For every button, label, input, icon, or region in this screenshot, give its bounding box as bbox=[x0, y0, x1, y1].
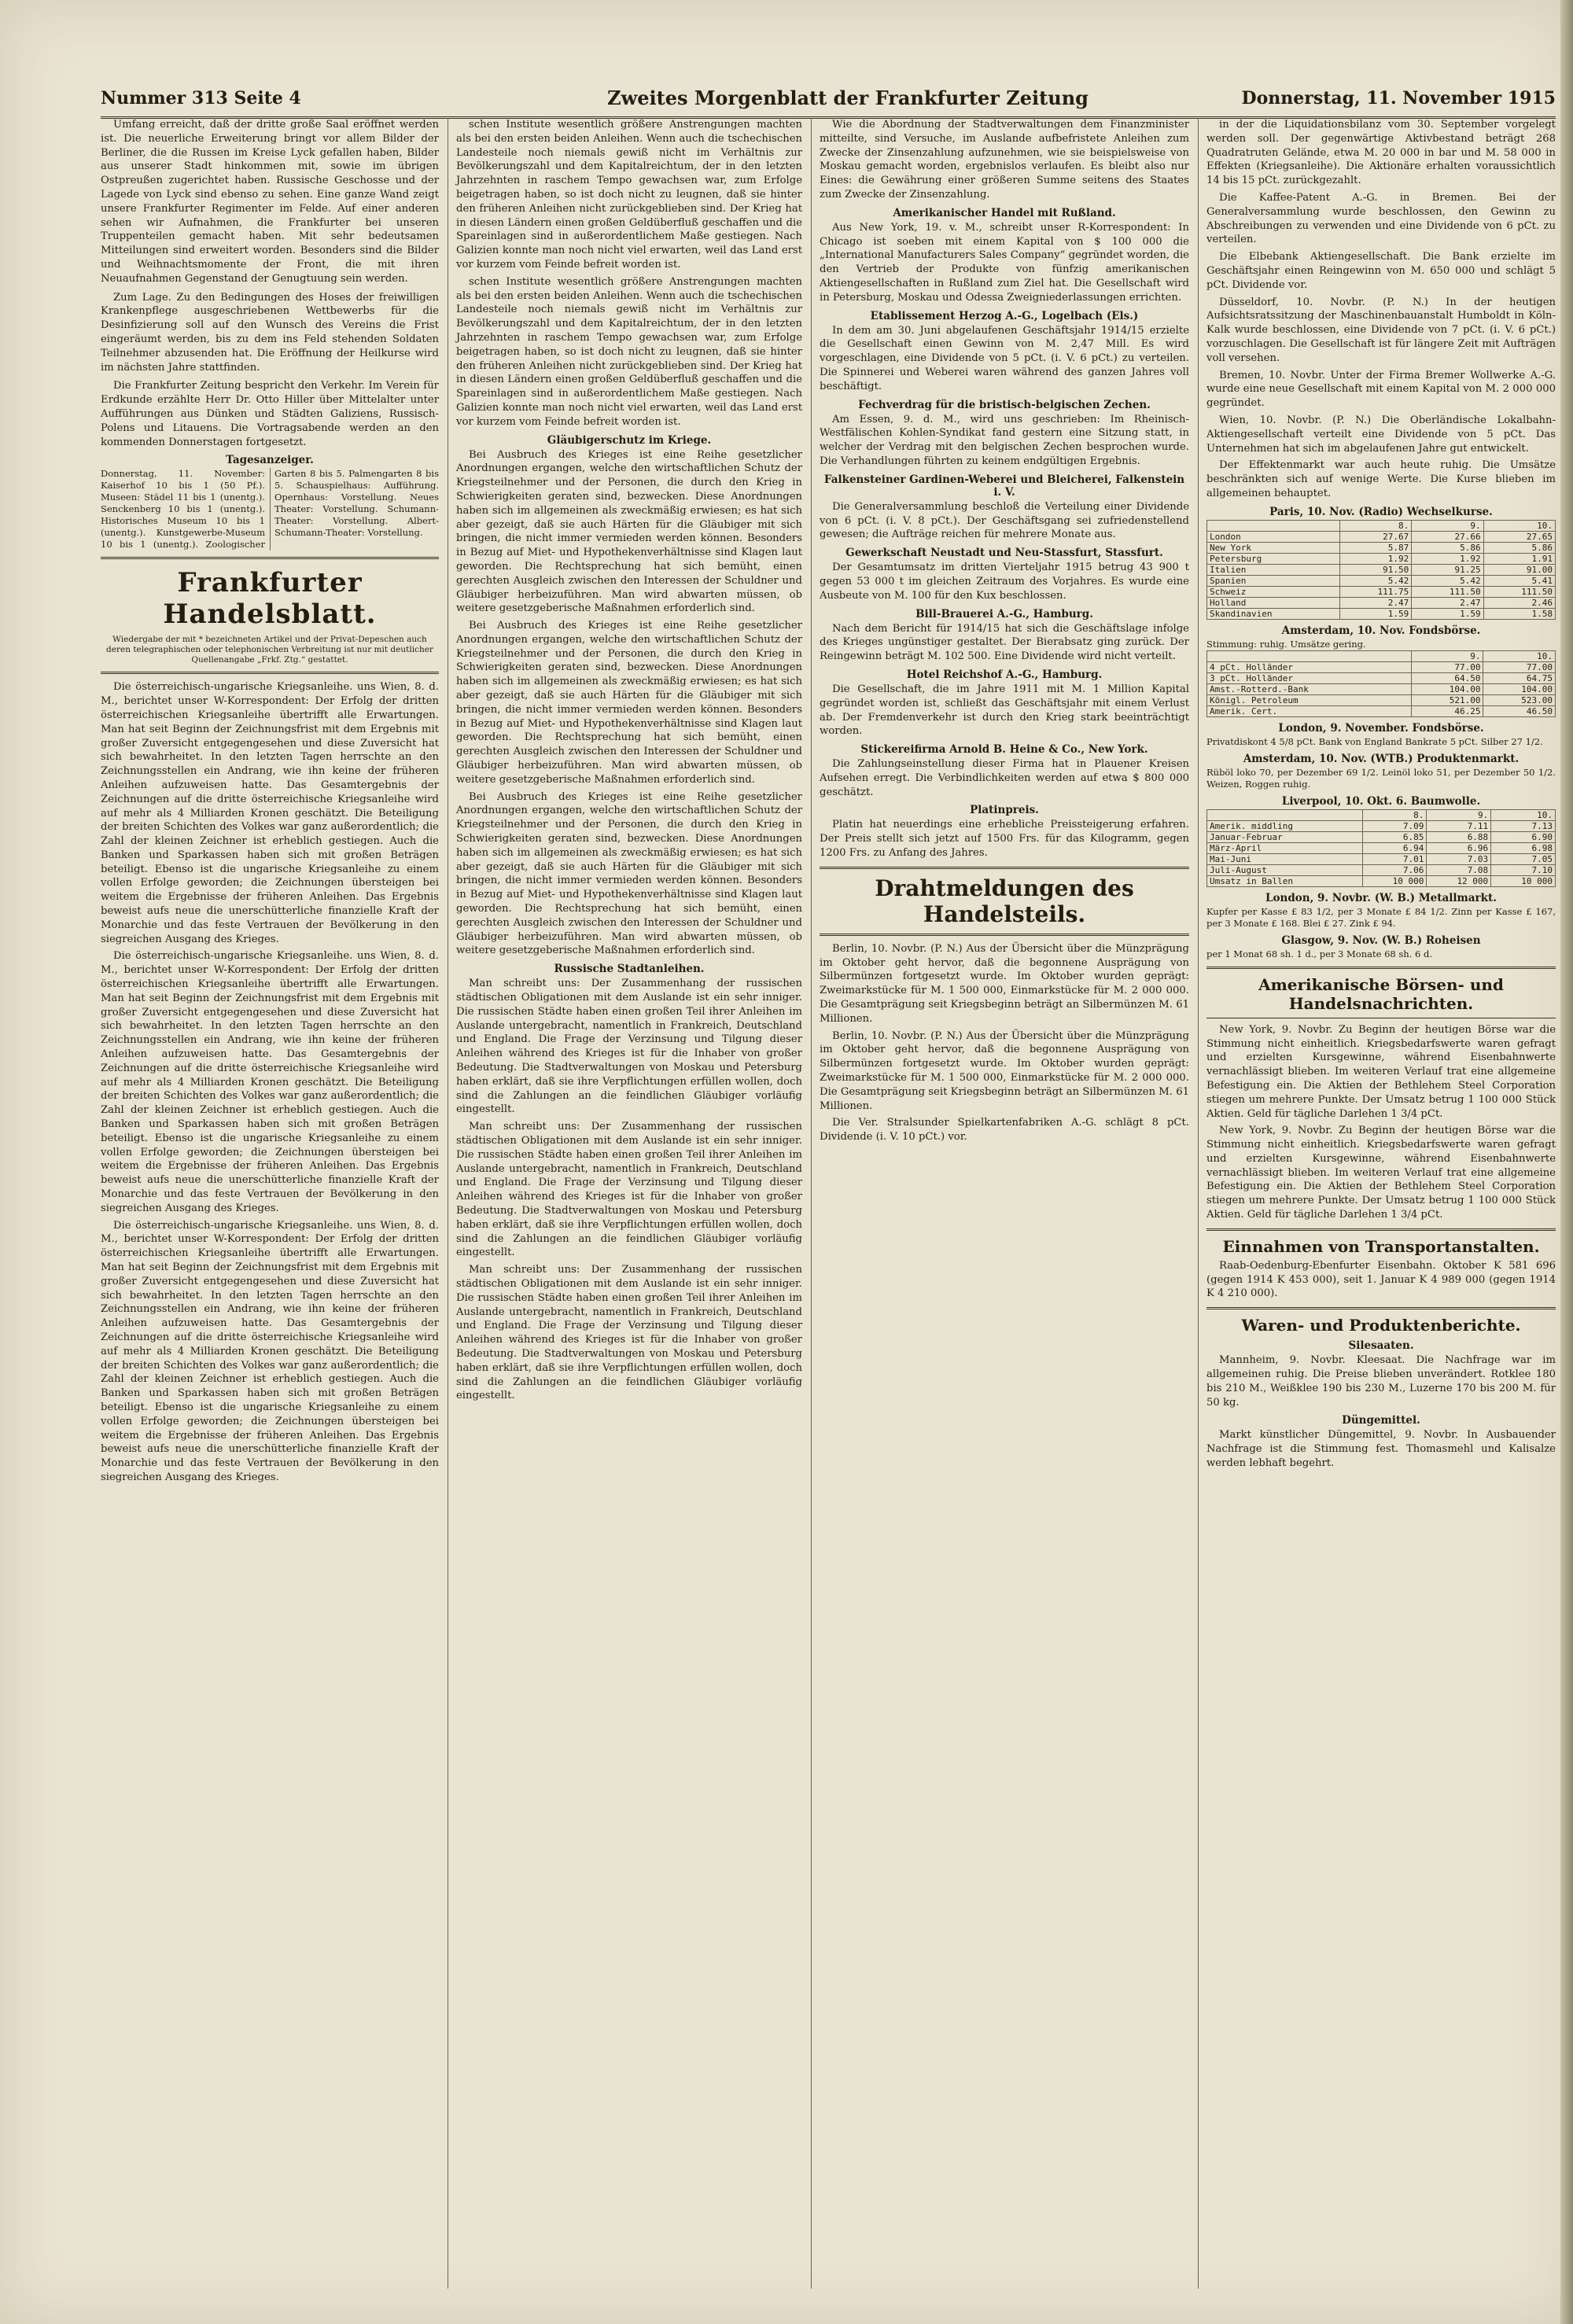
table-cell: 6.88 bbox=[1427, 831, 1491, 842]
table-cell: Königl. Petroleum bbox=[1207, 694, 1412, 705]
article-etab: In dem am 30. Juni abgelaufenen Geschäftsjahr 1914/15 erzielte die Gesellschaft einen Gewinn von M. 2,47 Mill. Es wird vorgeschlagen, eine Dividende von 5 pCt. (i. V. 6 pCt.) zu verteilen. Die Spinnerei und Weberei waren während des ganzen Jahres voll beschäftigt. bbox=[820, 324, 1189, 392]
article-handel: Aus New York, 19. v. M., schreibt unser R-Korrespondent: In Chicago ist soeben mit einem Kapital von $ 100 000 die „International Manufacturers Sales Company“ gegründet worden, die den Vertrieb der Produkte von fünfzig amerikanischen Aktiengesellschaften in Rußland zum Ziel hat. Die Gesellschaft wird in Petersburg, Moskau und Odessa Zweigniederlassungen errichten. bbox=[820, 221, 1189, 304]
article-transport: Raab-Oedenburg-Ebenfurter Eisenbahn. Oktober K 581 696 (gegen 1914 K 453 000), seit 1. Januar K 4 989 000 (gegen 1914 K 4 210 000). bbox=[1206, 1259, 1556, 1300]
table-cell: 27.65 bbox=[1483, 531, 1555, 542]
article-falken: Die Generalversammlung beschloß die Verteilung einer Dividende von 6 pCt. (i. V. 8 pCt.). Der Geschäftsgang sei zufriedenstellend gewesen; die Aufträge reichen für mehrere Monate aus. bbox=[820, 500, 1189, 541]
table-cell: 7.13 bbox=[1491, 820, 1556, 831]
table-row bbox=[1207, 608, 1556, 619]
russland-title: Russische Stadtanleihen. bbox=[554, 963, 705, 976]
issue-number: Nummer 313 Seite 4 bbox=[101, 88, 301, 109]
table-cell: 2.47 bbox=[1339, 597, 1411, 608]
handelsblatt-note: Wiedergabe der mit * bezeichneten Artikel und der Privat-Depeschen auch deren telegraphischen oder telephonischen Verbreitung ist nur mit deutlicher Quellenangabe „Frkf. Ztg.“ gestattet. bbox=[106, 635, 433, 665]
table-cell: Mai-Juni bbox=[1207, 853, 1363, 864]
table-cell: 1.59 bbox=[1339, 608, 1411, 619]
table-row bbox=[1207, 542, 1556, 553]
london-text: Privatdiskont 4 5/8 pCt. Bank von England Bankrate 5 pCt. Silber 27 1/2. bbox=[1206, 735, 1543, 747]
column-1 bbox=[101, 118, 439, 1485]
table-cell: 1.92 bbox=[1412, 553, 1483, 564]
table-cell bbox=[1207, 809, 1363, 820]
table-cell: London bbox=[1207, 531, 1340, 542]
table-cell: März-April bbox=[1207, 842, 1363, 853]
table-cell: 5.42 bbox=[1339, 575, 1411, 586]
article-events: Die Frankfurter Zeitung bespricht den Verkehr. Im Verein für Erdkunde erzählte Herr Dr. Otto Hiller über Mittelalter unter Aufführungen aus Dünken und Städten Galiziens, Russisch-Polens und Litauens. Die Vortragsabende werden an den kommenden Donnerstagen fortgesetzt. bbox=[101, 380, 439, 448]
table-header-row bbox=[1207, 650, 1556, 661]
page-header bbox=[101, 85, 1556, 119]
table-cell: 111.75 bbox=[1339, 586, 1411, 597]
table-cell: 91.50 bbox=[1339, 564, 1411, 575]
article-lage: Zum Lage. Zu den Bedingungen des Hoses der freiwilligen Krankenpflege ausgeschriebenen Wettbewerbs für die Desinfizierung soll auf den Wunsch des Vereins die Frist eingeräumt werden, bis zu dem ins Feld stehenden Soldaten Teilnehmer abzusenden hat. Die Eröffnung der Heilkurse wird im nächsten Jahre stattfinden. bbox=[101, 291, 439, 374]
table-cell: 5.86 bbox=[1412, 542, 1483, 553]
table-cell: 27.67 bbox=[1339, 531, 1411, 542]
table-cell: 77.00 bbox=[1483, 661, 1556, 672]
table-row bbox=[1207, 553, 1556, 564]
events-title: Tagesanzeiger. bbox=[226, 454, 314, 467]
article-bremen: Bremen, 10. Novbr. Unter der Firma Bremer Wollwerke A.-G. wurde eine neue Gesellschaft mit einem Kapital von M. 2 000 000 gegründet. bbox=[1206, 369, 1556, 410]
etab-title: Etablissement Herzog A.-G., Logelbach (Els.) bbox=[870, 309, 1139, 322]
table-cell: 6.96 bbox=[1427, 842, 1491, 853]
table-row bbox=[1207, 820, 1556, 831]
table-cell: 10 000 bbox=[1491, 875, 1556, 886]
table-cell: 521.00 bbox=[1412, 694, 1483, 705]
table-cell: 3 pCt. Holländer bbox=[1207, 672, 1412, 683]
article-berlin: Berlin, 10. Novbr. (P. N.) Aus der Übersicht über die Münzprägung im Oktober geht hervor, daß die begonnene Ausprägung von Silbermünzen fortgesetzt wurde. Im Oktober wurden geprägt: Zweimarkstücke für M. 1 500 000, Einmarkstücke für M. 2 000 000. Die Gesamtprägung seit Kriegsbeginn beträgt an Silbermünzen M. 61 Millionen. bbox=[820, 942, 1189, 1025]
table-cell: 10. bbox=[1483, 650, 1556, 661]
table-row bbox=[1207, 831, 1556, 842]
table-cell: 10. bbox=[1483, 520, 1555, 531]
waren-title: Waren- und Produktenberichte. bbox=[1241, 1316, 1521, 1335]
newspaper-title: Zweites Morgenblatt der Frankfurter Zeitung bbox=[607, 87, 1089, 109]
table-cell: 7.09 bbox=[1362, 820, 1427, 831]
london2-title: London, 9. Novbr. (W. B.) Metallmarkt. bbox=[1265, 891, 1497, 904]
table-cell: 91.00 bbox=[1483, 564, 1555, 575]
table-cell: 7.01 bbox=[1362, 853, 1427, 864]
table-cell: 10 000 bbox=[1362, 875, 1427, 886]
table-cell: 9. bbox=[1427, 809, 1491, 820]
table-row bbox=[1207, 694, 1556, 705]
table-cell: 104.00 bbox=[1412, 683, 1483, 694]
separator bbox=[101, 557, 439, 559]
table-cell: 7.03 bbox=[1427, 853, 1491, 864]
article-kaffee: Die Kaffee-Patent A.-G. in Bremen. Bei der Generalversammlung wurde beschlossen, den Gewinn zu Abschreibungen zu verwenden und eine Dividende von 6 pCt. zu verteilen. bbox=[1206, 191, 1556, 246]
table-row bbox=[1207, 683, 1556, 694]
table-cell: Spanien bbox=[1207, 575, 1340, 586]
table-cell: Umsatz in Ballen bbox=[1207, 875, 1363, 886]
separator bbox=[101, 672, 439, 674]
paris-table bbox=[1206, 520, 1556, 620]
liverpool-table bbox=[1206, 809, 1556, 887]
article-gewerk: Der Gesamtumsatz im dritten Vierteljahr 1915 betrug 43 900 t gegen 53 000 t im gleichen Zeitraum des Vorjahres. Es wurde eine Ausbeute von M. 100 für den Kux beschlossen. bbox=[820, 562, 1189, 602]
article-amerik: New York, 9. Novbr. Zu Beginn der heutigen Börse war die Stimmung nicht einheitlich. Kriegsbedarfswerte waren gefragt und erzielten Kursgewinne, während Eisenbahnwerte vernachlässigt blieben. Im weiteren Verlauf trat eine allgemeine Befestigung ein. Die Aktien der Bethlehem Steel Corporation stiegen um mehrere Punkte. Der Umsatz betrug 1 100 000 Stück Aktien. Geld für tägliche Darlehen 1 3/4 pCt. bbox=[1206, 1023, 1556, 1120]
article-glaeubiger-repeat: Bei Ausbruch des Krieges ist eine Reihe gesetzlicher Anordnungen ergangen, welche den wirtschaftlichen Schutz der Kriegsteilnehmer und der Personen, die durch den Krieg in Schwierigkeiten geraten sind, bezwecken. Diese Anordnungen haben sich im allgemeinen als zweckmäßig erwiesen; es hat sich aber gezeigt, daß sie auch Härten für die Gläubiger mit sich bringen, die nicht immer vermieden werden können. Besonders in Bezug auf Miet- und Hypothekenverhältnisse sind Klagen laut geworden. Die Rechtsprechung hat sich bemüht, einen gerechten Ausgleich zwischen den Interessen der Schuldner und Gläubiger herbeizuführen. Man wird abwarten müssen, ob weitere gesetzgeberische Maßnahmen erforderlich sind. bbox=[456, 620, 802, 786]
column-divider bbox=[811, 118, 812, 2289]
table-cell: 111.50 bbox=[1412, 586, 1483, 597]
article-duesseldorf: Düsseldorf, 10. Novbr. (P. N.) In der heutigen Aufsichtsratssitzung der Maschinenbauanstalt Humboldt in Köln-Kalk wurde beschlossen, eine Dividende von 7 pCt. (i. V. 6 pCt.) vorzuschlagen. Die Gesellschaft ist für längere Zeit mit Aufträgen voll versehen. bbox=[1206, 296, 1556, 364]
article-platin: Platin hat neuerdings eine erhebliche Preissteigerung erfahren. Der Preis stellt sich jetzt auf 1500 Frs. für das Kilogramm, gegen 1200 Frs. zu Anfang des Jahres. bbox=[820, 819, 1189, 860]
table-cell: Juli-August bbox=[1207, 864, 1363, 875]
platin-title: Platinpreis. bbox=[970, 804, 1039, 817]
table-cell: 5.86 bbox=[1483, 542, 1555, 553]
column-2 bbox=[456, 118, 802, 1403]
table-cell: 104.00 bbox=[1483, 683, 1556, 694]
table-row bbox=[1207, 586, 1556, 597]
table-row bbox=[1207, 575, 1556, 586]
table-cell: 2.46 bbox=[1483, 597, 1555, 608]
waren-subtitle: Silesaaten. bbox=[1348, 1339, 1414, 1353]
column-3 bbox=[820, 118, 1189, 1144]
table-cell: 7.08 bbox=[1427, 864, 1491, 875]
liverpool-title: Liverpool, 10. Okt. 6. Baumwolle. bbox=[1281, 794, 1481, 808]
table-row bbox=[1207, 672, 1556, 683]
table-cell: 64.75 bbox=[1483, 672, 1556, 683]
table-cell: 46.50 bbox=[1483, 705, 1556, 716]
london-title: London, 9. November. Fondsbörse. bbox=[1278, 721, 1484, 735]
hotel-title: Hotel Reichshof A.-G., Hamburg. bbox=[906, 668, 1103, 681]
table-row bbox=[1207, 864, 1556, 875]
stick-title: Stickereifirma Arnold B. Heine & Co., New York. bbox=[860, 743, 1148, 757]
fech-title: Fechverdrag für die bristisch-belgischen Zechen. bbox=[858, 398, 1151, 411]
table-cell: Italien bbox=[1207, 564, 1340, 575]
duenger-subtitle: Düngemittel. bbox=[1342, 1414, 1420, 1427]
column-4 bbox=[1206, 118, 1556, 1471]
amsterdam-title: Amsterdam, 10. Nov. Fondsbörse. bbox=[1281, 624, 1481, 637]
table-cell: Petersburg bbox=[1207, 553, 1340, 564]
article-berlin-repeat: Berlin, 10. Novbr. (P. N.) Aus der Übersicht über die Münzprägung im Oktober geht hervor, daß die begonnene Ausprägung von Silbermünzen fortgesetzt wurde. Im Oktober wurden geprägt: Zweimarkstücke für M. 1 500 000, Einmarkstücke für M. 2 000 000. Die Gesamtprägung seit Kriegsbeginn beträgt an Silbermünzen M. 61 Millionen. bbox=[820, 1029, 1189, 1112]
separator bbox=[1206, 1228, 1556, 1231]
article-a: Wie die Abordnung der Stadtverwaltungen dem Finanzminister mitteilte, sind Versuche, im Auslande aufbefristete Anleihen zum Zwecke der Zinsenzahlung aufzunehmen, wie sie beispielsweise von Moskau gemacht worden, ergebnislos verlaufen. Es bleibt also nur Eines: die Gewährung einer größeren Summe seitens des Staates zum Zwecke der Zinsenzahlung. bbox=[820, 119, 1189, 201]
article-intro: Umfang erreicht, daß der dritte große Saal eröffnet werden ist. Die neuerliche Erweiterung bringt vor allem Bilder der Berliner, die die Russen im Kreise Lyck gefallen haben, Bilder aus unserer Stadt hinkommen mit, sowie im übrigen Ostpreußen zugerichtet haben. Russische Geschosse und der Lagede von Lyck sind ebenso zu sehen. Eine ganze Wand zeigt unsere Frankfurter Regimenter im Felde. Auf einer anderen sehen wir Aufnahmen, die Frankfurter bei unseren Truppenteilen gemacht haben. Mit sehr bedeutsamen Mitteilungen sind erweitert worden. Besonders sind die Bilder und Weihnachtsmomente der Front, die mit ihren Neuaufnahmen Gegenstand der Genugtuung sein werden. bbox=[101, 119, 439, 285]
page-binding-edge bbox=[1560, 0, 1573, 2324]
table-cell: 1.92 bbox=[1339, 553, 1411, 564]
glaeubiger-title: Gläubigerschutz im Kriege. bbox=[547, 433, 712, 447]
article-russland: Man schreibt uns: Der Zusammenhang der russischen städtischen Obligationen mit dem Auslande ist ein sehr inniger. Die russischen Städte haben einen großen Teil ihrer Anleihen im Auslande untergebracht, namentlich in Frankreich, Deutschland und England. Die Frage der Verzinsung und Tilgung dieser Anleihen während des Krieges ist für die Inhaber von großer Bedeutung. Die Stadtverwaltungen von Moskau und Petersburg haben erklärt, daß sie ihre Verpflichtungen erfüllen wollen, doch sind die Zahlungen an die feindlichen Gläubiger vorläufig eingestellt. bbox=[456, 978, 802, 1116]
table-cell: 5.87 bbox=[1339, 542, 1411, 553]
table-cell: Amerik. Cert. bbox=[1207, 705, 1412, 716]
table-cell: Amerik. middling bbox=[1207, 820, 1363, 831]
transport-title: Einnahmen von Transportanstalten. bbox=[1222, 1236, 1540, 1256]
table-cell: 523.00 bbox=[1483, 694, 1556, 705]
article-elbe: Die Elbebank Aktiengesellschaft. Die Bank erzielte im Geschäftsjahr einen Reingewinn von M. 650 000 und schlägt 5 pCt. Dividende vor. bbox=[1206, 251, 1556, 291]
table-cell bbox=[1207, 520, 1340, 531]
article-stick: Die Zahlungseinstellung dieser Firma hat in Plauener Kreisen Aufsehen erregt. Die Verbindlichkeiten werden auf etwa $ 800 000 geschätzt. bbox=[820, 758, 1189, 798]
issue-date: Donnerstag, 11. November 1915 bbox=[1241, 88, 1556, 109]
table-cell: 6.98 bbox=[1491, 842, 1556, 853]
table-cell: 91.25 bbox=[1412, 564, 1483, 575]
separator bbox=[820, 867, 1189, 869]
table-cell: Schweiz bbox=[1207, 586, 1340, 597]
article-kriegsanleihe: Die österreichisch-ungarische Kriegsanleihe. uns Wien, 8. d. M., berichtet unser W-Korrespondent: Der Erfolg der dritten österreichischen Kriegsanleihe übertrifft alle Erwartungen. Man hat seit Beginn der Zeichnungsfrist mit dem Ergebnis mit großer Zuversicht entgegengesehen und diese Zuversicht hat sich bewahrheitet. In den letzten Tagen herrschte an den Zeichnungsstellen ein Andrang, wie ihn keine der früheren Anleihen aufzuweisen hatte. Das Gesamtergebnis der Zeichnungen auf die dritte österreichische Kriegsanleihe wird auf mehr als 4 Milliarden Kronen geschätzt. Die Beteiligung der breiten Schichten des Volkes war ganz außerordentlich; die Zahl der kleinen Zeichner ist erheblich gestiegen. Auch die Banken und Sparkassen haben sich mit großen Beträgen beteiligt. Ebenso ist die ungarische Kriegsanleihe zu einem vollen Erfolge geworden; die Zeichnungen übersteigen bei weitem die Ergebnisse der früheren Anleihen. Das Ergebnis beweist aufs neue die unerschütterliche finanzielle Kraft der Monarchie und das feste Vertrauen der Bevölkerung in den siegreichen Ausgang des Krieges. bbox=[101, 681, 439, 945]
table-cell: 6.85 bbox=[1362, 831, 1427, 842]
table-cell: 111.50 bbox=[1483, 586, 1555, 597]
amsterdam2-title: Amsterdam, 10. Nov. (WTB.) Produktenmarkt. bbox=[1243, 752, 1520, 765]
article-wien: Wien, 10. Novbr. (P. N.) Die Oberländische Lokalbahn-Aktiengesellschaft verteilt eine Dividende von 5 pCt. Das Unternehmen hat sich im abgelaufenen Jahre gut entwickelt. bbox=[1206, 414, 1556, 455]
table-cell: 6.94 bbox=[1362, 842, 1427, 853]
separator bbox=[1206, 967, 1556, 969]
gewerk-title: Gewerkschaft Neustadt und Neu-Stassfurt, Stassfurt. bbox=[845, 547, 1163, 560]
table-cell: 7.05 bbox=[1491, 853, 1556, 864]
column-divider bbox=[1198, 118, 1199, 2289]
separator bbox=[1206, 1307, 1556, 1309]
table-cell: 46.25 bbox=[1412, 705, 1483, 716]
london2-text: Kupfer per Kasse £ 83 1/2, per 3 Monate £ 84 1/2. Zinn per Kasse £ 167, per 3 Monate £ 168. Blei £ 27. Zink £ 94. bbox=[1206, 905, 1556, 929]
table-cell: 4 pCt. Holländer bbox=[1207, 661, 1412, 672]
article-hotel: Die Gesellschaft, die im Jahre 1911 mit M. 1 Million Kapital gegründet worden ist, schließt das Geschäftsjahr mit einem Verlust ab. Der Fremdenverkehr ist durch den Krieg stark beeinträchtigt worden. bbox=[820, 683, 1189, 738]
table-cell: 6.90 bbox=[1491, 831, 1556, 842]
falken-title: Falkensteiner Gardinen-Weberei und Bleicherei, Falkenstein i. V. bbox=[823, 473, 1185, 499]
table-cell: 8. bbox=[1362, 809, 1427, 820]
table-cell: 27.66 bbox=[1412, 531, 1483, 542]
glasgow-title: Glasgow, 9. Nov. (W. B.) Roheisen bbox=[1281, 934, 1481, 947]
table-row bbox=[1207, 564, 1556, 575]
table-row bbox=[1207, 842, 1556, 853]
table-cell bbox=[1207, 650, 1412, 661]
article-effekten: Der Effektenmarkt war auch heute ruhig. Die Umsätze beschränkten sich auf wenige Werte. Die Kurse blieben im allgemeinen behauptet. bbox=[1206, 459, 1556, 499]
table-cell: 5.42 bbox=[1412, 575, 1483, 586]
article-continued: schen Institute wesentlich größere Anstrengungen machten als bei den ersten beiden Anleihen. Wenn auch die tschechischen Landesteile noch niemals gewiß nicht im Verhältnis zur Bevölkerungszahl und dem Kapitalreichtum, der in den letzten Jahrzehnten in raschem Tempo gewachsen war, zum Erfolge beigetragen haben, so ist doch nicht zu leugnen, daß sie hinter den früheren Anleihen nicht zurückgeblieben sind. Der Krieg hat in diesen Ländern einen großen Geldüberfluß geschaffen und die Spareinlagen sind in außerordentlichem Maße gestiegen. Nach Galizien konnte man noch nicht viel erwarten, weil das Land erst vor kurzem vom Feinde befreit worden ist. bbox=[456, 119, 802, 271]
drahtmeldungen-title: Drahtmeldungen des Handelsteils. bbox=[875, 875, 1134, 927]
table-row bbox=[1207, 705, 1556, 716]
amerik-title: Amerikanische Börsen- und Handelsnachrichten. bbox=[1258, 974, 1504, 1013]
table-cell: Amst.-Rotterd.-Bank bbox=[1207, 683, 1412, 694]
article-spiel: Die Ver. Stralsunder Spielkartenfabriken A.-G. schlägt 8 pCt. Dividende (i. V. 10 pCt.) vor. bbox=[820, 1117, 1189, 1144]
table-cell: 64.50 bbox=[1412, 672, 1483, 683]
article-russland-repeat: Man schreibt uns: Der Zusammenhang der russischen städtischen Obligationen mit dem Auslande ist ein sehr inniger. Die russischen Städte haben einen großen Teil ihrer Anleihen im Auslande untergebracht, namentlich in Frankreich, Deutschland und England. Die Frage der Verzinsung und Tilgung dieser Anleihen während des Krieges ist für die Inhaber von großer Bedeutung. Die Stadtverwaltungen von Moskau und Petersburg haben erklärt, daß sie ihre Verpflichtungen erfüllen wollen, doch sind die Zahlungen an die feindlichen Gläubiger vorläufig eingestellt. bbox=[456, 1121, 802, 1259]
table-row bbox=[1207, 661, 1556, 672]
article-kriegsanleihe-repeat: Die österreichisch-ungarische Kriegsanleihe. uns Wien, 8. d. M., berichtet unser W-Korrespondent: Der Erfolg der dritten österreichischen Kriegsanleihe übertrifft alle Erwartungen. Man hat seit Beginn der Zeichnungsfrist mit dem Ergebnis mit großer Zuversicht entgegengesehen und diese Zuversicht hat sich bewahrheitet. In den letzten Tagen herrschte an den Zeichnungsstellen ein Andrang, wie ihn keine der früheren Anleihen aufzuweisen hatte. Das Gesamtergebnis der Zeichnungen auf die dritte österreichische Kriegsanleihe wird auf mehr als 4 Milliarden Kronen geschätzt. Die Beteiligung der breiten Schichten des Volkes war ganz außerordentlich; die Zahl der kleinen Zeichner ist erheblich gestiegen. Auch die Banken und Sparkassen haben sich mit großen Beträgen beteiligt. Ebenso ist die ungarische Kriegsanleihe zu einem vollen Erfolge geworden; die Zeichnungen übersteigen bei weitem die Ergebnisse der früheren Anleihen. Das Ergebnis beweist aufs neue die unerschütterliche finanzielle Kraft der Monarchie und das feste Vertrauen der Bevölkerung in den siegreichen Ausgang des Krieges. bbox=[101, 950, 439, 1214]
separator bbox=[820, 934, 1189, 936]
article-glaeubiger: Bei Ausbruch des Krieges ist eine Reihe gesetzlicher Anordnungen ergangen, welche den wirtschaftlichen Schutz der Kriegsteilnehmer und der Personen, die durch den Krieg in Schwierigkeiten geraten sind, bezwecken. Diese Anordnungen haben sich im allgemeinen als zweckmäßig erwiesen; es hat sich aber gezeigt, daß sie auch Härten für die Gläubiger mit sich bringen, die nicht immer vermieden werden können. Besonders in Bezug auf Miet- und Hypothekenverhältnisse sind Klagen laut geworden. Die Rechtsprechung hat sich bemüht, einen gerechten Ausgleich zwischen den Interessen der Schuldner und Gläubiger herbeizuführen. Man wird abwarten müssen, ob weitere gesetzgeberische Maßnahmen erforderlich sind. bbox=[456, 448, 802, 615]
article-kriegsanleihe-repeat: Die österreichisch-ungarische Kriegsanleihe. uns Wien, 8. d. M., berichtet unser W-Korrespondent: Der Erfolg der dritten österreichischen Kriegsanleihe übertrifft alle Erwartungen. Man hat seit Beginn der Zeichnungsfrist mit dem Ergebnis mit großer Zuversicht entgegengesehen und diese Zuversicht hat sich bewahrheitet. In den letzten Tagen herrschte an den Zeichnungsstellen ein Andrang, wie ihn keine der früheren Anleihen aufzuweisen hatte. Das Gesamtergebnis der Zeichnungen auf die dritte österreichische Kriegsanleihe wird auf mehr als 4 Milliarden Kronen geschätzt. Die Beteiligung der breiten Schichten des Volkes war ganz außerordentlich; die Zahl der kleinen Zeichner ist erheblich gestiegen. Auch die Banken und Sparkassen haben sich mit großen Beträgen beteiligt. Ebenso ist die ungarische Kriegsanleihe zu einem vollen Erfolge geworden; die Zeichnungen übersteigen bei weitem die Ergebnisse der früheren Anleihen. Das Ergebnis beweist aufs neue die unerschütterliche finanzielle Kraft der Monarchie und das feste Vertrauen der Bevölkerung in den siegreichen Ausgang des Krieges. bbox=[101, 1219, 439, 1483]
article-continued-repeat: schen Institute wesentlich größere Anstrengungen machten als bei den ersten beiden Anleihen. Wenn auch die tschechischen Landesteile noch niemals gewiß nicht im Verhältnis zur Bevölkerungszahl und dem Kapitalreichtum, der in den letzten Jahrzehnten in raschem Tempo gewachsen war, zum Erfolge beigetragen haben, so ist doch nicht zu leugnen, daß sie hinter den früheren Anleihen nicht zurückgeblieben sind. Der Krieg hat in diesen Ländern einen großen Geldüberfluß geschaffen und die Spareinlagen sind in außerordentlichem Maße gestiegen. Nach Galizien konnte man noch nicht viel erwarten, weil das Land erst vor kurzem vom Feinde befreit worden ist. bbox=[456, 275, 802, 428]
amsterdam-table bbox=[1206, 650, 1556, 717]
table-cell: 77.00 bbox=[1412, 661, 1483, 672]
table-cell: 10. bbox=[1491, 809, 1556, 820]
table-cell: 5.41 bbox=[1483, 575, 1555, 586]
table-cell: 9. bbox=[1412, 650, 1483, 661]
table-header-row bbox=[1207, 520, 1556, 531]
table-cell: 9. bbox=[1412, 520, 1483, 531]
amsterdam2-text: Rüböl loko 70, per Dezember 69 1/2. Leinöl loko 51, per Dezember 50 1/2. Weizen, Roggen ruhig. bbox=[1206, 766, 1556, 790]
table-cell: 1.59 bbox=[1412, 608, 1483, 619]
bill-title: Bill-Brauerei A.-G., Hamburg. bbox=[915, 607, 1093, 621]
amsterdam-text: Stimmung: ruhig. Umsätze gering. bbox=[1206, 638, 1366, 650]
article-glaeubiger-repeat: Bei Ausbruch des Krieges ist eine Reihe gesetzlicher Anordnungen ergangen, welche den wirtschaftlichen Schutz der Kriegsteilnehmer und der Personen, die durch den Krieg in Schwierigkeiten geraten sind, bezwecken. Diese Anordnungen haben sich im allgemeinen als zweckmäßig erwiesen; es hat sich aber gezeigt, daß sie auch Härten für die Gläubiger mit sich bringen, die nicht immer vermieden werden können. Besonders in Bezug auf Miet- und Hypothekenverhältnisse sind Klagen laut geworden. Die Rechtsprechung hat sich bemüht, einen gerechten Ausgleich zwischen den Interessen der Schuldner und Gläubiger herbeizuführen. Man wird abwarten müssen, ob weitere gesetzgeberische Maßnahmen erforderlich sind. bbox=[456, 790, 802, 957]
table-row bbox=[1207, 875, 1556, 886]
table-cell: 7.10 bbox=[1491, 864, 1556, 875]
glasgow-text: per 1 Monat 68 sh. 1 d., per 3 Monate 68 sh. 6 d. bbox=[1206, 948, 1432, 959]
handelsblatt-title: Frankfurter Handelsblatt. bbox=[163, 567, 377, 631]
article-russland-repeat: Man schreibt uns: Der Zusammenhang der russischen städtischen Obligationen mit dem Auslande ist ein sehr inniger. Die russischen Städte haben einen großen Teil ihrer Anleihen im Auslande untergebracht, namentlich in Frankreich, Deutschland und England. Die Frage der Verzinsung und Tilgung dieser Anleihen während des Krieges ist für die Inhaber von großer Bedeutung. Die Stadtverwaltungen von Moskau und Petersburg haben erklärt, daß sie ihre Verpflichtungen erfüllen wollen, doch sind die Zahlungen an die feindlichen Gläubiger vorläufig eingestellt. bbox=[456, 1264, 802, 1402]
article-waren: Mannheim, 9. Novbr. Kleesaat. Die Nachfrage war im allgemeinen ruhig. Die Preise blieben unverändert. Rotklee 180 bis 210 M., Weißklee 190 bis 230 M., Luzerne 170 bis 200 M. für 50 kg. bbox=[1206, 1354, 1556, 1409]
table-header-row bbox=[1207, 809, 1556, 820]
table-cell: 12 000 bbox=[1427, 875, 1491, 886]
table-cell: Holland bbox=[1207, 597, 1340, 608]
table-cell: 1.58 bbox=[1483, 608, 1555, 619]
table-row bbox=[1207, 531, 1556, 542]
table-cell: 7.11 bbox=[1427, 820, 1491, 831]
table-cell: Januar-Februar bbox=[1207, 831, 1363, 842]
article-fech: Am Essen, 9. d. M., wird uns geschrieben: Im Rheinisch-Westfälischen Kohlen-Syndikat fand gestern eine Sitzung statt, in welcher der Verdrag mit den belgischen Zechen besprochen wurde. Die Verhandlungen führten zu keinem endgültigen Ergebnis. bbox=[820, 413, 1189, 467]
article-duenger: Markt künstlicher Düngemittel, 9. Novbr. In Ausbauender Nachfrage ist die Stimmung fest. Thomasmehl und Kalisalze werden lebhaft begehrt. bbox=[1206, 1429, 1556, 1470]
article-amerik-repeat: New York, 9. Novbr. Zu Beginn der heutigen Börse war die Stimmung nicht einheitlich. Kriegsbedarfswerte waren gefragt und erzielten Kursgewinne, während Eisenbahnwerte vernachlässigt blieben. Im weiteren Verlauf trat eine allgemeine Befestigung ein. Die Aktien der Bethlehem Steel Corporation stiegen um mehrere Punkte. Der Umsatz betrug 1 100 000 Stück Aktien. Geld für tägliche Darlehen 1 3/4 pCt. bbox=[1206, 1125, 1556, 1221]
table-row bbox=[1207, 853, 1556, 864]
table-cell: 8. bbox=[1339, 520, 1411, 531]
handel-title: Amerikanischer Handel mit Rußland. bbox=[893, 206, 1116, 219]
table-cell: 2.47 bbox=[1412, 597, 1483, 608]
events-listing: Donnerstag, 11. November: Kaiserhof 10 bis 1 (50 Pf.). Museen: Städel 11 bis 1 (unentg.). Senckenberg 10 bis 1 (unentg.). Historisches Museum 10 bis 1 (unentg.). Kunstgewerbe-Museum 10 bis 1 (unentg.). Zoologischer Garten 8 bis 5. Palmengarten 8 bis 5. Schauspielhaus: Aufführung. Opernhaus: Vorstellung. Neues Theater: Vorstellung. Schumann-Theater: Vorstellung. Albert-Schumann-Theater: Vorstellung. bbox=[101, 468, 439, 551]
article-top: in der die Liquidationsbilanz vom 30. September vorgelegt werden soll. Der gegenwärtige Aktivbestand beträgt 268 Quadratruten Gelände, etwa M. 20 000 in bar und M. 58 000 in Effekten (Kriegsanleihe). Die Aktionäre erhalten voraussichtlich 14 bis 15 pCt. zurückgezahlt. bbox=[1206, 119, 1556, 187]
table-cell: Skandinavien bbox=[1207, 608, 1340, 619]
table-cell: 7.06 bbox=[1362, 864, 1427, 875]
article-bill: Nach dem Bericht für 1914/15 hat sich die Geschäftslage infolge des Krieges ungünstiger gestaltet. Der Bierabsatz ging zurück. Der Reingewinn beträgt M. 102 500. Eine Dividende wird nicht verteilt. bbox=[820, 622, 1189, 663]
table-cell: New York bbox=[1207, 542, 1340, 553]
table-row bbox=[1207, 597, 1556, 608]
table-cell: 1.91 bbox=[1483, 553, 1555, 564]
paris-title: Paris, 10. Nov. (Radio) Wechselkurse. bbox=[1269, 505, 1493, 518]
